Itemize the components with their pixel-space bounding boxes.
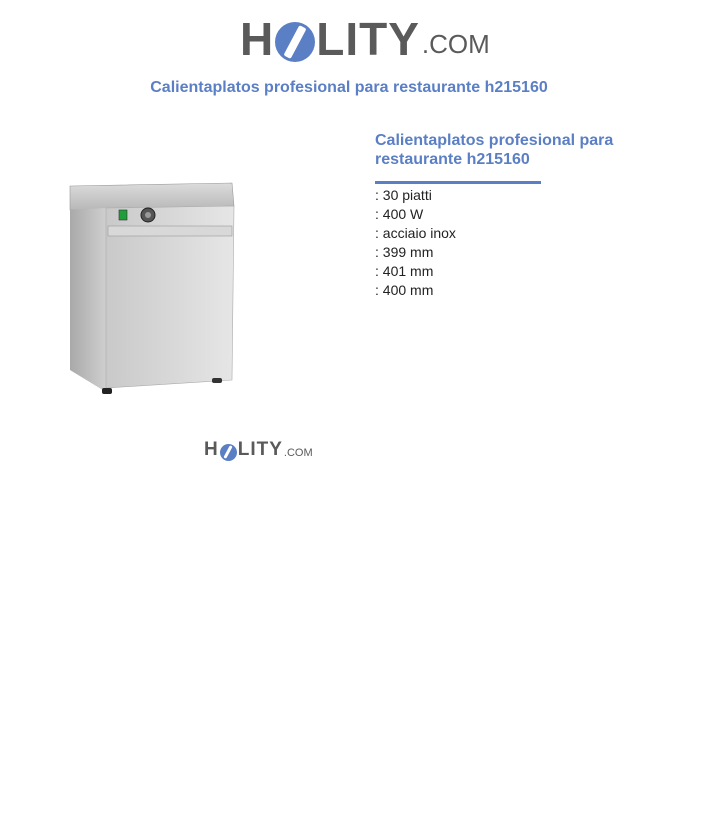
spec-item: : 400 W: [375, 206, 424, 222]
page-title: Calientaplatos profesional para restaurante h215160: [150, 79, 548, 96]
spec-item: : 401 mm: [375, 263, 434, 279]
spec-item: : 399 mm: [375, 244, 434, 260]
title-underline: [375, 181, 541, 184]
logo-o-icon: [275, 22, 315, 62]
spec-item: : 30 piatti: [375, 187, 432, 203]
watermark-letters: LITY: [237, 439, 283, 460]
logo-letter-h: H: [240, 13, 275, 65]
logo-letters: LITY: [316, 13, 420, 65]
watermark-letter-h: H: [204, 439, 219, 460]
image-watermark-logo: [204, 438, 313, 462]
spec-list: [375, 186, 456, 300]
logo-suffix: .COM: [421, 29, 490, 59]
spec-item: : 400 mm: [375, 282, 434, 298]
spec-item: : acciaio inox: [375, 225, 456, 241]
product-title: Calientaplatos profesional para restaurante h215160: [375, 132, 614, 168]
watermark-o-icon: [220, 444, 237, 461]
holity-logo: [240, 10, 490, 68]
watermark-suffix: .COM: [283, 446, 313, 459]
plate-warmer-image: [62, 180, 242, 400]
